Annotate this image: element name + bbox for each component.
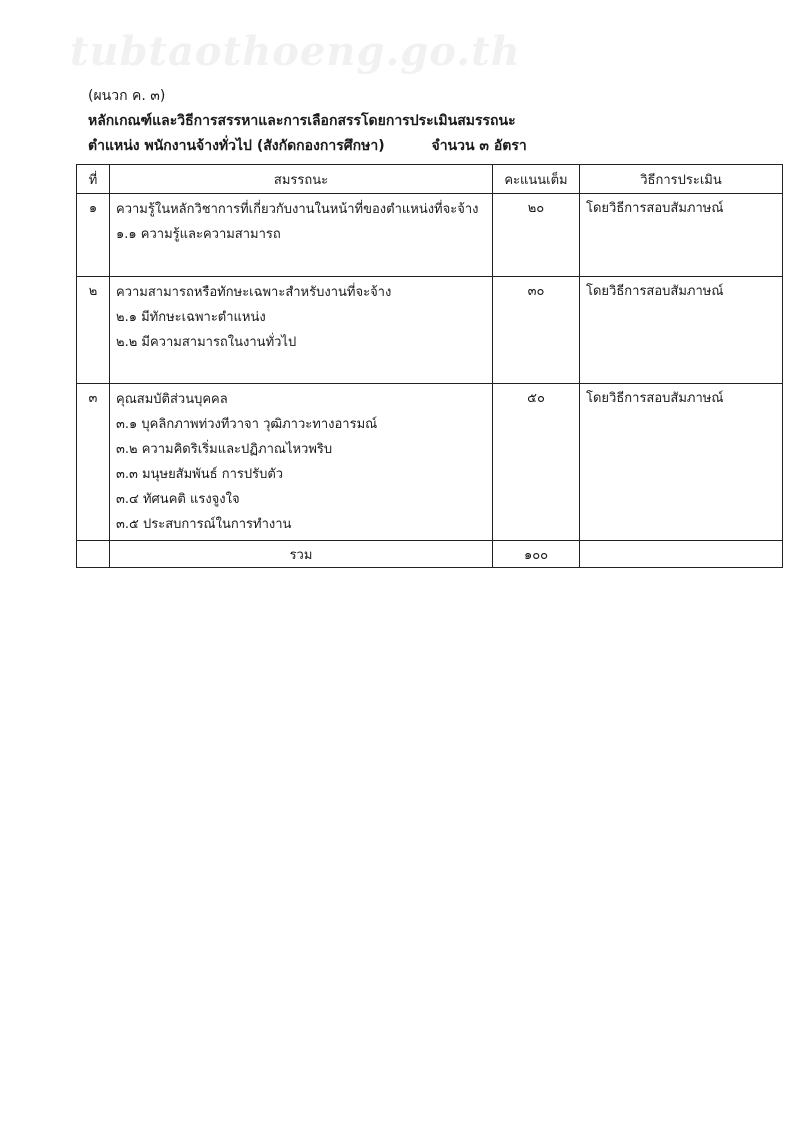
competency-title: ความสามารถหรือทักษะเฉพาะสำหรับงานที่จะจ้าง: [116, 285, 392, 300]
method-value: โดยวิธีการสอบสัมภาษณ์: [580, 384, 783, 541]
watermark: tubtaothoeng.go.th: [70, 28, 521, 75]
total-empty-cell: [77, 541, 110, 568]
position-label: ตำแหน่ง พนักงานจ้างทั่วไป (สังกัดกองการศึกษา): [88, 138, 385, 154]
header-no: ที่: [77, 165, 110, 194]
total-score: ๑๐๐: [493, 541, 580, 568]
competency-subitem: ๑.๑ ความรู้และความสามารถ: [116, 227, 281, 242]
table-header-row: [77, 165, 783, 194]
competency-subitem: ๓.๔ ทัศนคติ แรงจูงใจ: [116, 492, 240, 507]
row-number: ๒: [77, 277, 110, 384]
row-number: ๓: [77, 384, 110, 541]
competency-subitem: ๒.๑ มีทักษะเฉพาะตำแหน่ง: [116, 310, 266, 325]
method-value: โดยวิธีการสอบสัมภาษณ์: [580, 194, 783, 277]
document-header: [88, 84, 527, 159]
competency-subitem: ๓.๒ ความคิดริเริ่มและปฏิภาณไหวพริบ: [116, 442, 333, 457]
header-method: วิธีการประเมิน: [580, 165, 783, 194]
score-value: ๕๐: [493, 384, 580, 541]
competency-title: ความรู้ในหลักวิชาการที่เกี่ยวกับงานในหน้าที่ของตำแหน่งที่จะจ้าง: [116, 202, 479, 217]
competency-cell: [110, 277, 493, 384]
score-value: ๒๐: [493, 194, 580, 277]
competency-subitem: ๒.๒ มีความสามารถในงานทั่วไป: [116, 335, 297, 350]
row-number: ๑: [77, 194, 110, 277]
total-method-empty-cell: [580, 541, 783, 568]
table-row: [77, 384, 783, 541]
header-score: คะแนนเต็ม: [493, 165, 580, 194]
competency-cell: [110, 194, 493, 277]
document-title: หลักเกณฑ์และวิธีการสรรหาและการเลือกสรรโดยการประเมินสมรรถนะ: [88, 113, 516, 129]
table-row: [77, 194, 783, 277]
competency-cell: [110, 384, 493, 541]
annex-reference: (ผนวก ค. ๓): [88, 88, 166, 104]
quota-label: จำนวน ๓ อัตรา: [431, 138, 527, 154]
competency-subitem: ๓.๑ บุคลิกภาพท่วงทีวาจา วุฒิภาวะทางอารมณ์: [116, 417, 378, 432]
score-value: ๓๐: [493, 277, 580, 384]
total-label: รวม: [110, 541, 493, 568]
competency-subitem: ๓.๓ มนุษยสัมพันธ์ การปรับตัว: [116, 467, 284, 482]
competency-subitem: ๓.๕ ประสบการณ์ในการทำงาน: [116, 517, 292, 532]
competency-title: คุณสมบัติส่วนบุคคล: [116, 392, 228, 407]
header-competency: สมรรถนะ: [110, 165, 493, 194]
table-row: [77, 277, 783, 384]
method-value: โดยวิธีการสอบสัมภาษณ์: [580, 277, 783, 384]
total-row: [77, 541, 783, 568]
competency-table: [76, 164, 783, 568]
position-line: [88, 134, 527, 159]
